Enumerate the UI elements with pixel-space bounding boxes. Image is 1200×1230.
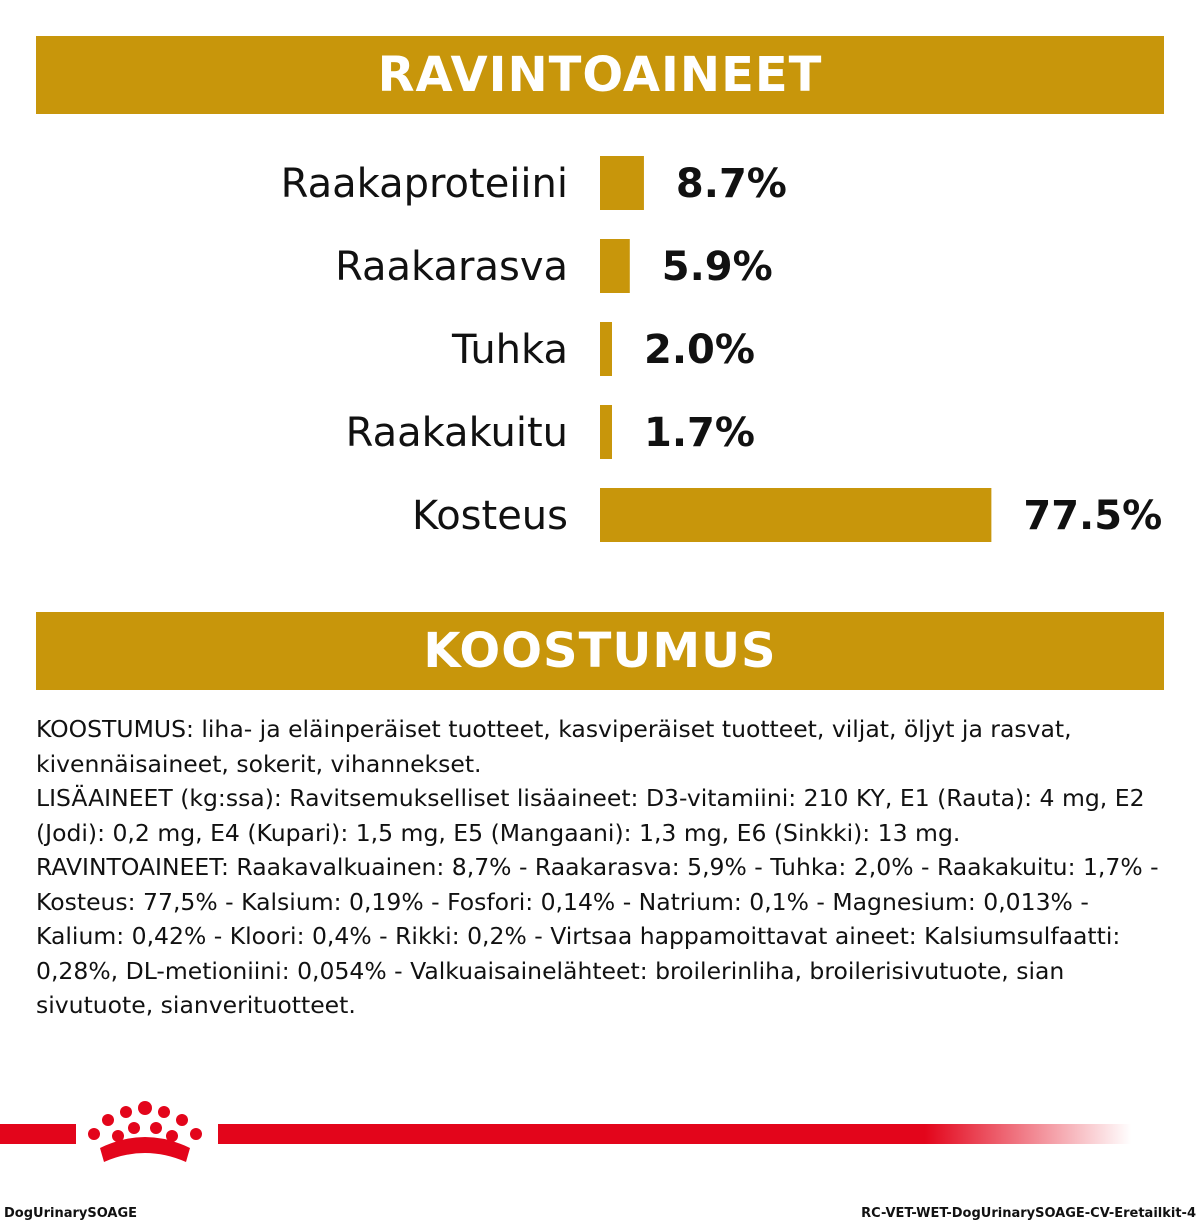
value-label-raakarasva: 5.9% [661,244,773,290]
footer-line-right [218,1124,1200,1144]
composition-paragraph-additives: LISÄAINEET (kg:ssa): Ravitsemukselliset lisäaineet: D3-vitamiini: 210 KY, E1 (Rauta): 4 mg, E2 (Jodi): 0,2 mg, E4 (Kupari): 1,5 mg, E5 (Mangaani): 1,3 mg, E6 (Sinkki): 13 mg. [36,784,1145,847]
bar-raakarasva [600,239,630,293]
composition-paragraph-nutrients: RAVINTOAINEET: Raakavalkuainen: 8,7% - Raakarasva: 5,9% - Tuhka: 2,0% - Raakakuitu: 1,7% - Kosteus: 77,5% - Kalsium: 0,19% - Fosfori: 0,14% - Natrium: 0,1% - Magnesium: 0,013% - Kalium: 0,42% - Kloori: 0,4% - Rikki: 0,2% - Virtsaa happamoittavat aineet: Kalsiumsulfaatti: 0,28%, DL-metioniini: 0,054% - Valkuaisainelähteet: broilerinliha, broilerisivutuote, sian sivutuote, sianverituotteet. [36,853,1159,1019]
bar-raakaproteiini [600,156,644,210]
composition-paragraph-ingredients: KOOSTUMUS: liha- ja eläinperäiset tuotteet, kasviperäiset tuotteet, viljat, öljyt ja rasvat, kivennäisaineet, sokerit, vihannekset. [36,715,1072,778]
nutrients-title: RAVINTOAINEET [377,47,823,103]
composition-text [36,712,1171,1023]
royal-canin-crown-icon [74,1100,216,1170]
category-label-kosteus: Kosteus [411,493,568,539]
bar-raakakuitu [600,405,612,459]
footer-line-left [0,1124,76,1144]
category-label-raakakuitu: Raakakuitu [345,410,568,456]
value-label-raakakuitu: 1.7% [644,410,755,456]
value-label-kosteus: 77.5% [1023,493,1163,539]
value-label-raakaproteiini: 8.7% [675,161,787,207]
category-label-raakaproteiini: Raakaproteiini [280,161,568,207]
footer-product-code: DogUrinarySOAGE [4,1206,138,1221]
bar-kosteus [600,488,991,542]
footer-asset-code: RC-VET-WET-DogUrinarySOAGE-CV-Eretailkit-4 [861,1206,1196,1221]
composition-title-banner [36,612,1164,690]
composition-title: KOOSTUMUS [423,623,777,679]
category-label-raakarasva: Raakarasva [335,244,568,290]
category-label-tuhka: Tuhka [451,327,568,373]
bar-tuhka [600,322,612,376]
nutrients-title-banner [36,36,1164,114]
value-label-tuhka: 2.0% [644,327,755,373]
nutrient-bar-chart [0,140,1200,570]
